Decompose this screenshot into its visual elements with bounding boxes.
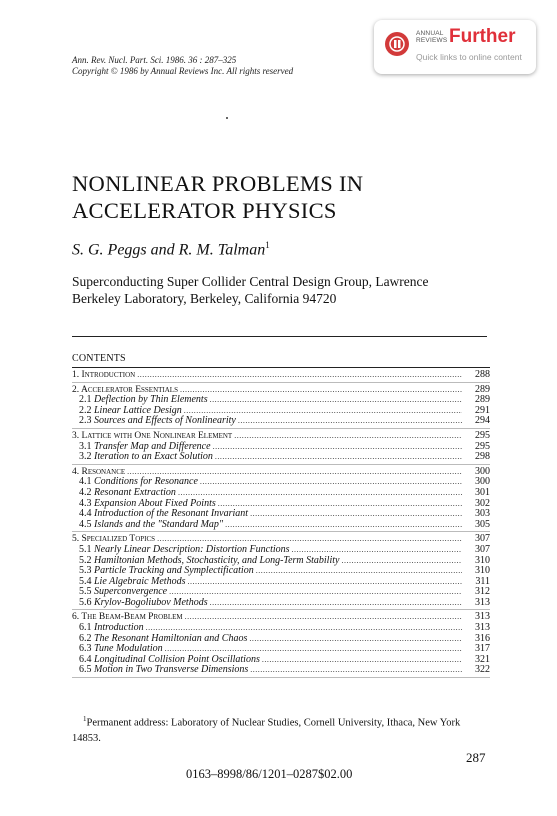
contents-entry-page: 322 [475, 664, 490, 676]
authors [72, 240, 270, 259]
contents-subsection-row[interactable] [72, 452, 490, 463]
contents-entry-page: 307 [475, 533, 490, 545]
subsection-number: 6.4 [79, 653, 92, 665]
subsection-title: Krylov-Bogoliubov Methods [94, 596, 208, 608]
subsection-title: Superconvergence [94, 586, 168, 598]
contents-entry-label [72, 520, 223, 531]
subsection-number: 4.5 [79, 518, 92, 530]
section-title: The Beam-Beam Problem [81, 612, 183, 623]
dot-leader [200, 477, 462, 488]
contents-subsection-row[interactable] [72, 520, 490, 531]
subsection-title: Iteration to an Exact Solution [94, 451, 213, 463]
contents-entry-page: 316 [475, 632, 490, 644]
subsection-title: Lie Algebraic Methods [94, 575, 186, 587]
contents-entry-page: 298 [475, 451, 490, 463]
contents-entry-page: 291 [475, 404, 490, 416]
subsection-title: Introduction [94, 622, 144, 634]
contents-section-row[interactable] [72, 370, 490, 381]
subsection-title: Deflection by Thin Elements [94, 394, 208, 406]
subsection-number: 5.4 [79, 575, 92, 587]
contents-entry-label [72, 665, 248, 676]
section-number: 3. [72, 430, 80, 441]
badge-brand-line1: ANNUAL [416, 30, 444, 37]
journal-citation-line: Ann. Rev. Nucl. Part. Sci. 1986. 36 : 287–325 [72, 55, 237, 65]
subsection-title: Expansion About Fixed Points [94, 497, 216, 509]
contents-entry-label [72, 598, 208, 609]
contents-entry-page: 295 [475, 440, 490, 452]
contents-entry-label [72, 416, 236, 427]
section-title: Resonance [81, 466, 126, 477]
subsection-number: 6.5 [79, 664, 92, 676]
further-links-badge[interactable] [374, 20, 536, 74]
header-divider [72, 336, 487, 337]
dot-leader [225, 520, 462, 531]
contents-entry-page: 313 [475, 622, 490, 634]
contents-entry-page: 305 [475, 518, 490, 530]
subsection-title: Linear Lattice Design [94, 404, 182, 416]
dot-leader [250, 665, 462, 676]
subsection-number: 4.3 [79, 497, 92, 509]
contents-entry-page: 310 [475, 554, 490, 566]
subsection-title: Transfer Map and Difference [94, 440, 211, 452]
page-number: 287 [466, 750, 486, 765]
contents-heading: CONTENTS [72, 353, 126, 364]
subsection-number: 5.5 [79, 586, 92, 598]
subsection-title: Hamiltonian Methods, Stochasticity, and Long-Term Stability [94, 554, 340, 566]
subsection-number: 5.1 [79, 543, 92, 555]
article-title-line2: ACCELERATOR PHYSICS [72, 198, 337, 223]
subsection-number: 4.2 [79, 486, 92, 498]
authors-footnote-marker: 1 [265, 240, 270, 250]
dot-leader [234, 431, 462, 442]
subsection-number: 2.2 [79, 404, 92, 416]
footnote-marker: 1 [83, 715, 87, 723]
contents-subsection-row[interactable] [72, 416, 490, 427]
contents-entry-page: 307 [475, 543, 490, 555]
contents-entry-page: 310 [475, 565, 490, 577]
contents-entry-label [72, 452, 213, 463]
section-number: 2. [72, 384, 80, 395]
subsection-title: Tune Modulation [94, 643, 163, 655]
contents-section [72, 385, 490, 429]
contents-entry-page: 288 [475, 369, 490, 380]
subsection-title: Nearly Linear Description: Distortion Functions [94, 543, 290, 555]
subsection-number: 3.1 [79, 440, 92, 452]
section-number: 5. [72, 534, 80, 545]
contents-section [72, 534, 490, 610]
affiliation [72, 273, 492, 307]
contents-entry-page: 300 [475, 465, 490, 477]
contents-entry-page: 300 [475, 476, 490, 488]
badge-brand-line2: REVIEWS [416, 37, 448, 44]
subsection-number: 4.1 [79, 476, 92, 488]
dot-leader [218, 499, 462, 510]
dot-leader [210, 598, 462, 609]
dot-leader [185, 612, 462, 623]
section-number: 6. [72, 612, 80, 623]
affiliation-line2: Berkeley Laboratory, Berkeley, California 94720 [72, 291, 337, 306]
contents-section [72, 467, 490, 533]
contents-entry-page: 289 [475, 383, 490, 395]
subsection-number: 6.2 [79, 632, 92, 644]
contents-entry-page: 302 [475, 497, 490, 509]
subsection-title: Conditions for Resonance [94, 476, 198, 488]
badge-subtitle[interactable]: Quick links to online content [416, 52, 522, 62]
dot-leader [180, 385, 462, 396]
article-title-line1: NONLINEAR PROBLEMS IN [72, 171, 364, 196]
contents-entry-page: 313 [475, 611, 490, 623]
journal-citation [72, 55, 293, 77]
contents-section [72, 431, 490, 465]
subsection-number: 6.1 [79, 622, 92, 634]
footnote-text: Permanent address: Laboratory of Nuclear Studies, Cornell University, Ithaca, New York 14853. [72, 717, 461, 744]
subsection-number: 3.2 [79, 451, 92, 463]
subsection-title: Longitudinal Collision Point Oscillations [94, 653, 260, 665]
section-number: 4. [72, 466, 80, 477]
dot-leader [262, 655, 462, 666]
contents-entry-page: 303 [475, 508, 490, 520]
subsection-number: 4.4 [79, 508, 92, 520]
section-title: Lattice with One Nonlinear Element [81, 430, 233, 441]
copyright-line: Copyright © 1986 by Annual Reviews Inc. All rights reserved [72, 66, 294, 76]
contents-entry-page: 295 [475, 429, 490, 441]
dot-leader [187, 577, 462, 588]
contents-entry-page: 289 [475, 394, 490, 406]
dot-leader [169, 587, 462, 598]
subsection-title: Resonant Extraction [94, 486, 176, 498]
subsection-number: 5.3 [79, 565, 92, 577]
dot-leader [249, 634, 462, 645]
subsection-title: Islands and the "Standard Map" [94, 518, 224, 530]
article-code: 0163–8998/86/1201–0287$02.00 [186, 767, 353, 781]
contents-entry-page: 301 [475, 486, 490, 498]
affiliation-line1: Superconducting Super Collider Central Design Group, Lawrence [72, 274, 429, 289]
badge-brand [416, 30, 447, 44]
section-number: 1. [72, 370, 80, 380]
dot-leader [215, 452, 462, 463]
dot-leader [178, 488, 462, 499]
dot-leader [210, 395, 462, 406]
dot-leader [238, 416, 462, 427]
annual-reviews-logo-icon [385, 32, 409, 56]
contents-divider [72, 367, 490, 368]
contents-entry-page: 321 [475, 653, 490, 665]
subsection-title: Motion in Two Transverse Dimensions [94, 664, 249, 676]
subsection-number: 6.3 [79, 643, 92, 655]
subsection-number: 2.3 [79, 415, 92, 427]
subsection-title: Introduction of the Resonant Invariant [94, 508, 249, 520]
contents-subsection-row[interactable] [72, 665, 490, 676]
contents-entry-page: 313 [475, 596, 490, 608]
contents-entry-page: 294 [475, 415, 490, 427]
dot-leader [250, 509, 462, 520]
contents-section [72, 612, 490, 678]
contents-entry-label [72, 370, 135, 381]
speck-mark [226, 117, 228, 119]
section-title: Introduction [81, 370, 136, 380]
dot-leader [213, 442, 462, 453]
contents-entry-page: 317 [475, 643, 490, 655]
subsection-title: The Resonant Hamiltonian and Chaos [94, 632, 248, 644]
dot-leader [137, 370, 462, 381]
contents-section [72, 370, 490, 383]
section-title: Accelerator Essentials [80, 384, 178, 395]
contents-entry-page: 311 [475, 575, 490, 587]
contents-entry-page: 312 [475, 586, 490, 598]
dot-leader [256, 566, 462, 577]
subsection-title: Sources and Effects of Nonlinearity [94, 415, 236, 427]
subsection-number: 5.2 [79, 554, 92, 566]
dot-leader [341, 556, 462, 567]
section-title: Specialized Topics [81, 534, 156, 545]
contents-list [72, 370, 490, 678]
subsection-title: Particle Tracking and Symplectification [94, 565, 254, 577]
contents-subsection-row[interactable] [72, 598, 490, 609]
authors-names: S. G. Peggs and R. M. Talman [72, 241, 266, 259]
badge-further-label[interactable]: Further [449, 26, 516, 47]
subsection-number: 5.6 [79, 596, 92, 608]
subsection-number: 2.1 [79, 394, 92, 406]
article-title [72, 170, 363, 224]
footnote [72, 712, 490, 746]
table-of-contents [72, 353, 490, 680]
